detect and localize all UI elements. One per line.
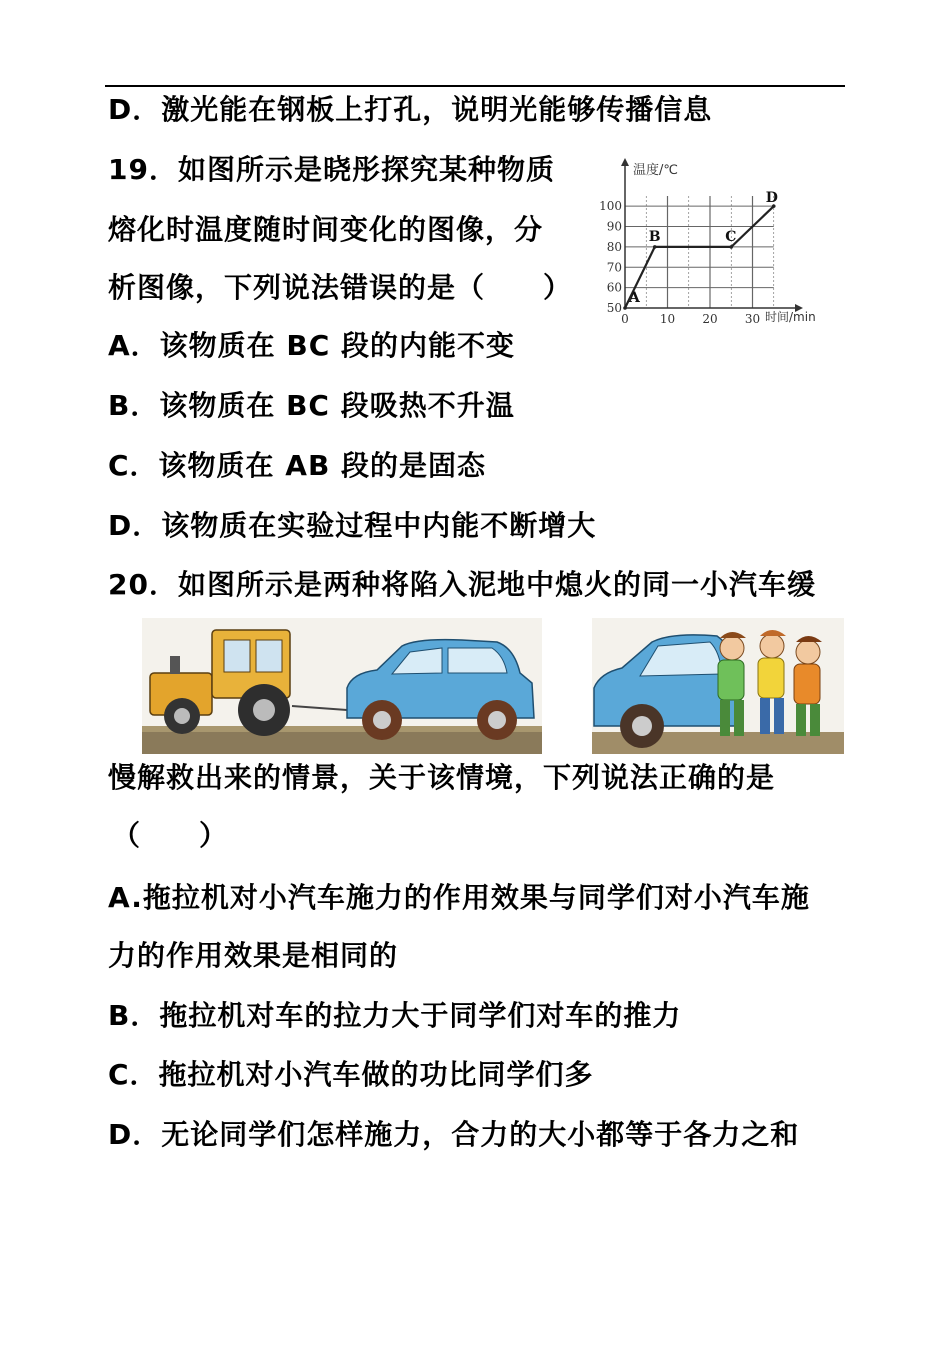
chart-grid: [625, 196, 774, 308]
y-tick-label: 50: [606, 301, 622, 315]
y-tick-label: 90: [606, 219, 622, 234]
q20-option-a-line-1: A.拖拉机对小汽车施力的作用效果与同学们对小汽车施: [108, 881, 810, 914]
y-tick-label: 60: [606, 280, 622, 295]
tractor-towing-car-illustration: [142, 618, 542, 754]
q20-option-d: D．无论同学们怎样施力，合力的大小都等于各力之和: [108, 1118, 800, 1151]
q20-stem-line-1: 20．如图所示是两种将陷入泥地中熄火的同一小汽车缓: [108, 568, 816, 601]
temperature-time-chart: [595, 158, 840, 328]
point-label-B: B: [648, 228, 661, 245]
x-tick-label: 20: [702, 312, 718, 326]
q19-option-d: D．该物质在实验过程中内能不断增大: [108, 509, 597, 542]
q20-option-c: C．拖拉机对小汽车做的功比同学们多: [108, 1058, 594, 1091]
data-point-A: [623, 306, 627, 310]
data-point-B: [653, 245, 657, 249]
x-tick-label: 30: [744, 312, 761, 326]
y-tick-label: 70: [606, 260, 622, 275]
y-tick-label: 80: [606, 239, 622, 254]
q20-option-b: B．拖拉机对车的拉力大于同学们对车的推力: [108, 999, 682, 1032]
q20-option-a-line-2: 力的作用效果是相同的: [108, 939, 399, 972]
point-label-D: D: [765, 190, 778, 207]
y-axis-label: 温度/℃: [633, 163, 678, 178]
students-pushing-car-illustration: [592, 618, 844, 754]
q19-stem-line-3: 析图像，下列说法错误的是（ ）: [108, 271, 573, 304]
chart-series-line: [625, 206, 774, 308]
point-label-C: C: [725, 228, 737, 245]
x-tick-label: 0: [621, 312, 629, 326]
x-tick-label: 10: [659, 312, 676, 326]
data-point-C: [729, 245, 733, 249]
q19-stem-line-2: 熔化时温度随时间变化的图像，分: [108, 213, 544, 246]
point-label-A: A: [629, 290, 640, 306]
prev-option-d: D．激光能在钢板上打孔，说明光能够传播信息: [108, 93, 713, 126]
x-axis-label: 时间/min: [765, 310, 816, 324]
y-tick-label: 100: [599, 199, 622, 214]
q19-option-a: A．该物质在 BC 段的内能不变: [108, 329, 516, 362]
q19-stem-line-1: 19．如图所示是晓彤探究某种物质: [108, 153, 555, 186]
q19-option-b: B．该物质在 BC 段吸热不升温: [108, 389, 515, 422]
q19-option-c: C．该物质在 AB 段的是固态: [108, 449, 487, 482]
top-rule: [105, 85, 845, 87]
q20-stem-line-2: 慢解救出来的情景，关于该情境，下列说法正确的是: [108, 761, 776, 794]
q20-answer-bracket: （ ）: [112, 819, 229, 852]
